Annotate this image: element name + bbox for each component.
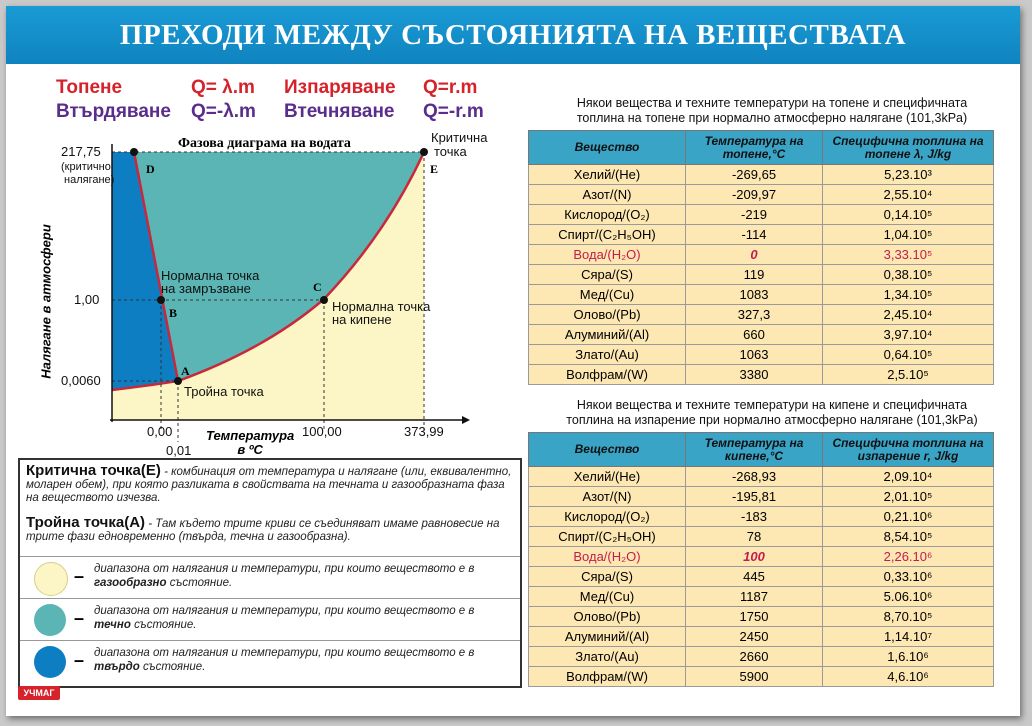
- table-cell: 100: [686, 547, 823, 567]
- freezing-label-2: на замръзване: [161, 281, 251, 296]
- table-cell: Вода/(H₂O): [529, 245, 686, 265]
- letter-c: C: [313, 280, 322, 294]
- letter-d: D: [146, 162, 155, 176]
- solidification-name: Втърдяване: [56, 101, 171, 122]
- boiling-caption-line2: топлина на изпарение при нормално атмосферно налягане (101,3kPa): [566, 413, 978, 427]
- table-row: [529, 165, 994, 185]
- table-cell: Волфрам/(W): [529, 667, 686, 687]
- y-tick-top: 217,75: [61, 144, 101, 159]
- boiling-header-temp: Температура на кипене,°C: [686, 433, 823, 467]
- poster: [6, 6, 1020, 716]
- critical-definition-text: - комбинация от температура и налягане (или, еквивалентно, моларен обем), при която разликата в свойствата на течната и газообразната фаза на веществото изчезва.: [26, 466, 512, 504]
- table-row: [529, 225, 994, 245]
- table-cell: Алуминий/(Al): [529, 325, 686, 345]
- y-tick-top-note2: налягане): [64, 174, 115, 186]
- solidification-formula: Q=-λ.m: [191, 101, 256, 122]
- table-cell: 1,04.10⁵: [823, 225, 994, 245]
- table-cell: 0,38.10⁵: [823, 265, 994, 285]
- table-cell: Азот/(N): [529, 487, 686, 507]
- table-cell: 2,55.10⁴: [823, 185, 994, 205]
- table-cell: 0,14.10⁵: [823, 205, 994, 225]
- boiling-table-body: [529, 467, 994, 687]
- legend-solid: [20, 640, 520, 681]
- table-cell: 2,09.10⁴: [823, 467, 994, 487]
- diagram-title: Фазова диаграма на водата: [178, 136, 351, 151]
- table-row: [529, 205, 994, 225]
- y-axis-label: Налягане в атмосфери: [38, 224, 54, 379]
- table-cell: 5,23.10³: [823, 165, 994, 185]
- legend-solid-state: твърдо: [94, 661, 140, 673]
- table-row: [529, 185, 994, 205]
- critical-point-label-2: точка: [434, 144, 467, 159]
- melting-header-substance: Вещество: [529, 131, 686, 165]
- publisher-logo: УЧМАГ: [18, 686, 60, 700]
- boiling-label-2: на кипене: [332, 312, 392, 327]
- table-row: [529, 627, 994, 647]
- legend-solid-text: [94, 646, 514, 674]
- liquid-swatch: [34, 604, 66, 636]
- melting-formula: Q= λ.m: [191, 77, 255, 98]
- freezing-label-1: Нормална точка: [161, 268, 260, 283]
- table-cell: 8,70.10⁵: [823, 607, 994, 627]
- table-row: [529, 285, 994, 305]
- table-row: [529, 587, 994, 607]
- x-tick-001: 0,01: [166, 443, 192, 458]
- table-row: [529, 607, 994, 627]
- y-tick-mid: 1,00: [74, 292, 100, 307]
- table-cell: 3380: [686, 365, 823, 385]
- table-cell: Мед/(Cu): [529, 285, 686, 305]
- point-d: [130, 148, 138, 156]
- table-cell: -195,81: [686, 487, 823, 507]
- table-row: [529, 325, 994, 345]
- table-cell: -219: [686, 205, 823, 225]
- legend-gas: [20, 556, 520, 597]
- table-cell: 78: [686, 527, 823, 547]
- melting-header-heat: Специфична топлина на топене λ, J/kg: [823, 131, 994, 165]
- table-cell: 2,45.10⁴: [823, 305, 994, 325]
- legend-dash: –: [74, 566, 85, 586]
- y-tick-top-note1: (критично: [61, 161, 111, 173]
- table-cell: Азот/(N): [529, 185, 686, 205]
- melting-table-body: [529, 165, 994, 385]
- table-cell: 5900: [686, 667, 823, 687]
- phase-diagram: [6, 124, 516, 464]
- legend-gas-prefix: диапазона от налягания и температури, при които веществото е в: [94, 563, 475, 575]
- legend-gas-suffix: състояние.: [169, 577, 233, 589]
- table-cell: 445: [686, 567, 823, 587]
- legend-solid-suffix: състояние.: [142, 661, 206, 673]
- boiling-caption-line1: Някои вещества и техните температури на кипене и специфичната: [576, 398, 968, 412]
- table-cell: Спирт/(C₂H₅OH): [529, 225, 686, 245]
- table-cell: 1,34.10⁵: [823, 285, 994, 305]
- table-cell: Сяра/(S): [529, 265, 686, 285]
- table-row: [529, 467, 994, 487]
- triple-definition-text: - Там където трите криви се съединяват имаме равновесие на трите фази едновременно (твърда, течна и газообразна).: [26, 518, 500, 543]
- table-cell: Кислород/(O₂): [529, 507, 686, 527]
- table-row: [529, 527, 994, 547]
- table-cell: Сяра/(S): [529, 567, 686, 587]
- table-cell: 1063: [686, 345, 823, 365]
- melting-caption-line2: топлина на топене при нормално атмосферно налягане (101,3kPa): [576, 111, 968, 125]
- gas-swatch: [34, 562, 68, 596]
- table-row: [529, 567, 994, 587]
- table-cell: Злато/(Au): [529, 345, 686, 365]
- table-cell: Алуминий/(Al): [529, 627, 686, 647]
- table-row: [529, 265, 994, 285]
- point-b: [157, 296, 165, 304]
- table-cell: Спирт/(C₂H₅OH): [529, 527, 686, 547]
- melting-caption-line1: Някои вещества и техните температури на топене и специфичната: [576, 96, 968, 110]
- letter-e: E: [430, 162, 439, 176]
- boiling-table-caption: [531, 398, 1013, 428]
- letter-a: A: [181, 364, 190, 378]
- boiling-table: [528, 432, 994, 687]
- legend-liquid-text: [94, 604, 514, 632]
- table-cell: 1083: [686, 285, 823, 305]
- letter-b: B: [169, 306, 178, 320]
- table-cell: 119: [686, 265, 823, 285]
- triple-definition: [26, 516, 516, 544]
- point-c: [320, 296, 328, 304]
- title-banner: [6, 6, 1020, 64]
- info-box: [18, 458, 522, 688]
- table-row: [529, 647, 994, 667]
- table-cell: Злато/(Au): [529, 647, 686, 667]
- table-cell: Волфрам/(W): [529, 365, 686, 385]
- critical-definition: [26, 464, 516, 505]
- table-row: [529, 305, 994, 325]
- melting-table-caption: [531, 96, 1013, 126]
- legend-liquid-prefix: диапазона от налягания и температури, при които веществото е в: [94, 605, 475, 617]
- table-cell: 0: [686, 245, 823, 265]
- table-cell: 327,3: [686, 305, 823, 325]
- x-axis-label-line1: Температура: [206, 428, 295, 443]
- liquefaction-name: Втечняване: [284, 101, 395, 122]
- table-cell: 2,01.10⁵: [823, 487, 994, 507]
- table-row: [529, 245, 994, 265]
- table-cell: 5.06.10⁶: [823, 587, 994, 607]
- melting-header-temp: Температура на топене,°C: [686, 131, 823, 165]
- vaporization-name: Изпаряване: [284, 77, 396, 98]
- liquefaction-formula: Q=-r.m: [423, 101, 484, 122]
- table-cell: 3,97.10⁴: [823, 325, 994, 345]
- boiling-header-heat: Специфична топлина на изпарение r, J/kg: [823, 433, 994, 467]
- table-cell: Кислород/(O₂): [529, 205, 686, 225]
- table-cell: 0,64.10⁵: [823, 345, 994, 365]
- legend-dash: –: [74, 650, 85, 670]
- table-cell: 1,6.10⁶: [823, 647, 994, 667]
- legend-liquid-suffix: състояние.: [134, 619, 197, 631]
- table-cell: -268,93: [686, 467, 823, 487]
- table-cell: 2,5.10⁵: [823, 365, 994, 385]
- table-row: [529, 487, 994, 507]
- table-row: [529, 345, 994, 365]
- table-row: [529, 547, 994, 567]
- table-cell: Мед/(Cu): [529, 587, 686, 607]
- table-cell: 0,21.10⁶: [823, 507, 994, 527]
- critical-point-label-1: Критична: [431, 130, 488, 145]
- table-cell: 4,6.10⁶: [823, 667, 994, 687]
- table-cell: -209,97: [686, 185, 823, 205]
- table-row: [529, 365, 994, 385]
- x-tick-0: 0,00: [147, 424, 173, 439]
- table-cell: Хелий/(He): [529, 165, 686, 185]
- legend-dash: –: [74, 608, 85, 628]
- table-cell: Олово/(Pb): [529, 607, 686, 627]
- triple-point-label: Тройна точка: [184, 384, 264, 399]
- table-cell: 2,26.10⁶: [823, 547, 994, 567]
- table-cell: 2660: [686, 647, 823, 667]
- triple-definition-head: Тройна точка(A): [26, 514, 146, 531]
- x-axis-arrow: [462, 416, 470, 424]
- boiling-header-substance: Вещество: [529, 433, 686, 467]
- table-cell: Хелий/(He): [529, 467, 686, 487]
- table-cell: -183: [686, 507, 823, 527]
- point-e: [420, 148, 428, 156]
- formulas: [56, 76, 516, 124]
- table-cell: 660: [686, 325, 823, 345]
- legend-gas-text: [94, 562, 514, 590]
- solid-swatch: [34, 646, 66, 678]
- melting-name: Топене: [56, 77, 123, 98]
- legend-gas-state: газообразно: [94, 577, 167, 589]
- table-cell: Вода/(H₂O): [529, 547, 686, 567]
- legend-liquid: [20, 598, 520, 639]
- table-cell: 1750: [686, 607, 823, 627]
- boiling-label-1: Нормална точка: [332, 299, 431, 314]
- vaporization-formula: Q=r.m: [423, 77, 478, 98]
- legend-solid-prefix: диапазона от налягания и температури, при които веществото е в: [94, 647, 475, 659]
- y-tick-low: 0,0060: [61, 373, 101, 388]
- table-cell: -269,65: [686, 165, 823, 185]
- table-cell: 1,14.10⁷: [823, 627, 994, 647]
- page-title: ПРЕХОДИ МЕЖДУ СЪСТОЯНИЯТА НА ВЕЩЕСТВАТА: [119, 18, 907, 51]
- x-axis-label: [206, 429, 294, 457]
- table-row: [529, 507, 994, 527]
- x-tick-374: 373,99: [404, 424, 444, 439]
- legend-liquid-state: течно: [94, 619, 131, 631]
- x-tick-100: 100,00: [302, 424, 342, 439]
- table-cell: 3,33.10⁵: [823, 245, 994, 265]
- table-cell: 2450: [686, 627, 823, 647]
- table-cell: 1187: [686, 587, 823, 607]
- x-axis-label-line2: в ºC: [237, 442, 263, 457]
- critical-definition-head: Критична точка(E): [26, 462, 161, 479]
- table-cell: -114: [686, 225, 823, 245]
- table-row: [529, 667, 994, 687]
- table-cell: Олово/(Pb): [529, 305, 686, 325]
- table-cell: 8,54.10⁵: [823, 527, 994, 547]
- table-cell: 0,33.10⁶: [823, 567, 994, 587]
- melting-table: [528, 130, 994, 385]
